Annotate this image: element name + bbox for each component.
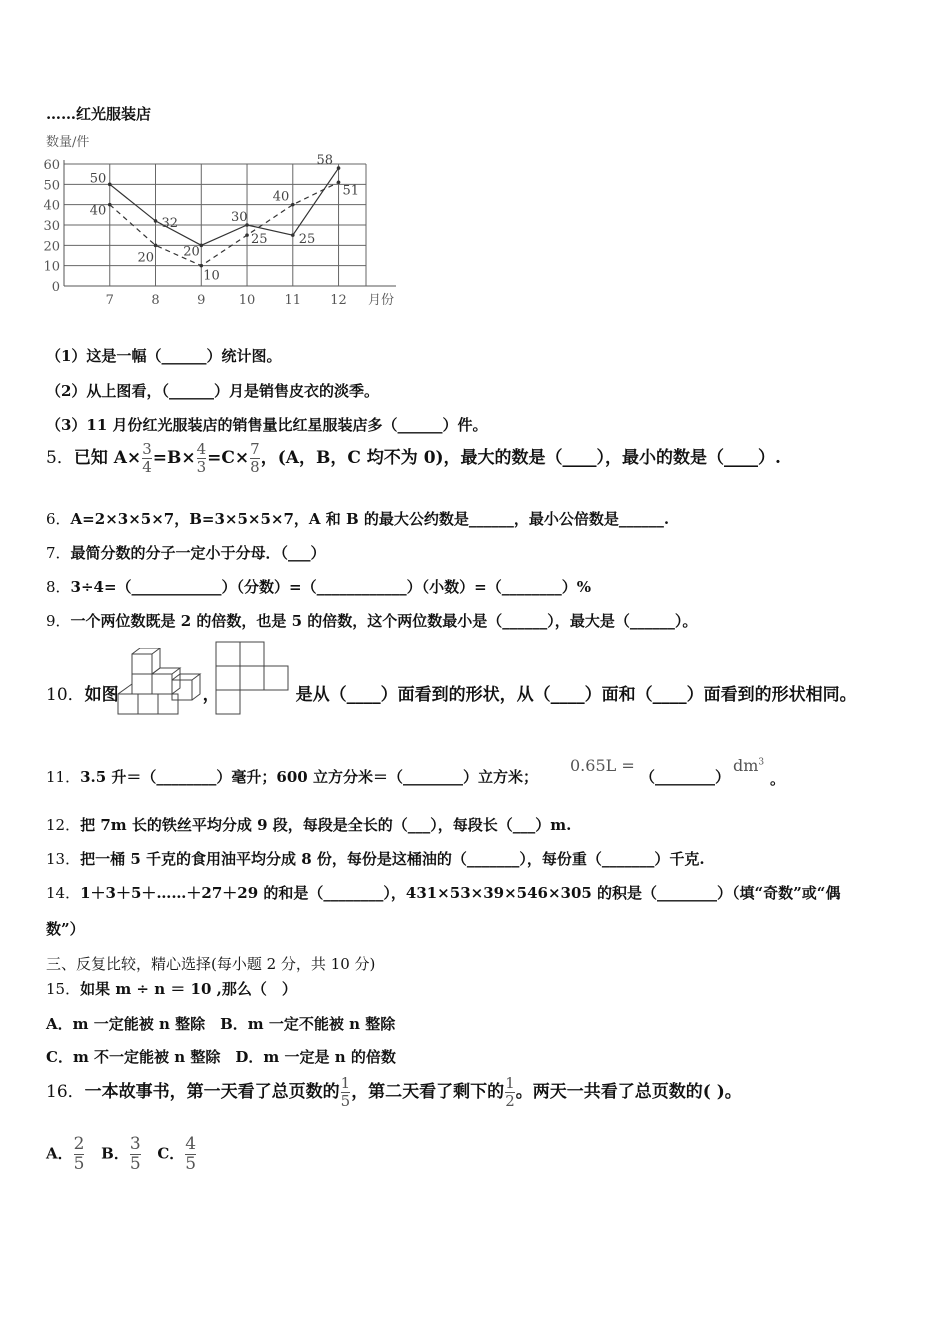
data-label: 58 — [316, 153, 334, 169]
question-10: 10．如图 ， 是从（____）面看到的形状，从（____）面和（____）面看到的形状相同。 — [46, 685, 857, 705]
fraction: $\frac{3}{5}$ — [129, 1134, 141, 1174]
data-point — [154, 244, 158, 248]
q11-blank: （________） — [640, 768, 731, 786]
question-2: （2）从上图看，（______）月是销售皮衣的淡季。 — [46, 382, 379, 400]
y-tick-label: 30 — [43, 219, 60, 234]
data-label: 40 — [89, 203, 107, 219]
cube-stack-figure — [116, 648, 202, 718]
y-tick-label: 40 — [43, 198, 60, 214]
x-tick-label: 12 — [330, 293, 347, 308]
question-8: 8．3÷4=（____________）（分数）=（____________）（小数）=（________）% — [46, 578, 591, 596]
y-tick-label: 20 — [43, 239, 60, 255]
data-label: 20 — [137, 250, 155, 266]
q11-end: 。 — [770, 770, 786, 788]
question-9: 9．一个两位数既是 2 的倍数，也是 5 的倍数，这个两位数最小是（______），最大是（______）。 — [46, 612, 698, 630]
fraction: $\frac{4}{5}$ — [185, 1134, 197, 1174]
data-label: 40 — [272, 189, 290, 205]
data-label: 10 — [203, 268, 220, 284]
fraction: $\frac{4}{3}$ — [196, 440, 207, 476]
x-tick-label: 10 — [238, 293, 256, 308]
data-point — [337, 166, 341, 170]
x-tick-label: 11 — [284, 293, 302, 308]
question-12: 12．把 7m 长的铁丝平均分成 9 段，每段是全长的（___），每段长（___）m. — [46, 816, 572, 834]
data-point — [337, 181, 341, 185]
x-tick-label: 8 — [151, 293, 160, 308]
question-6: 6．A=2×3×5×7，B=3×5×5×7，A 和 B 的最大公约数是______，最小公倍数是______. — [46, 510, 670, 528]
data-point — [108, 183, 112, 187]
data-label: 50 — [89, 171, 107, 187]
question-5: 5．已知 A× $\frac{3}{4}$ =B× $\frac{4}{3}$ =C× $\frac{7}{8}$ ，(A，B，C 均不为 0)，最大的数是（____），最小的数是（____）. — [46, 440, 781, 476]
data-label: 51 — [342, 183, 360, 199]
fraction: $\frac{1}{5}$ — [340, 1074, 351, 1110]
question-3: （3）11 月份红光服装店的销售量比红星服装店多（______）件。 — [46, 416, 488, 434]
fraction: $\frac{1}{2}$ — [505, 1074, 515, 1110]
data-point — [199, 264, 203, 268]
data-point — [154, 219, 158, 223]
data-point — [245, 233, 249, 237]
question-15-options-cd: C．m 不一定能被 n 整除 D．m 一定是 n 的倍数 — [46, 1048, 396, 1066]
question-16: 16．一本故事书，第一天看了总页数的 $\frac{1}{5}$ ，第二天看了剩下的 $\frac{1}{2}$ 。两天一共看了总页数的( )。 — [46, 1074, 742, 1110]
question-7: 7．最简分数的分子一定小于分母．（___） — [46, 544, 326, 562]
chart-heading: ……红光服装店 — [46, 105, 152, 123]
q11-unit: $dm^3$ — [733, 756, 765, 775]
data-point — [291, 233, 295, 237]
fraction: $\frac{2}{5}$ — [73, 1134, 85, 1174]
data-label: 32 — [161, 215, 179, 231]
question-1: （1）这是一幅（______）统计图。 — [46, 347, 282, 365]
y-tick-label: 10 — [43, 259, 60, 275]
y-tick-label: 60 — [43, 158, 60, 173]
data-label: 25 — [251, 232, 268, 248]
y-tick-label: 0 — [51, 280, 60, 295]
data-point — [108, 203, 112, 207]
data-point — [291, 203, 295, 207]
fraction: $\frac{7}{8}$ — [250, 440, 260, 476]
section-3-title: 三、反复比较，精心选择(每小题 2 分，共 10 分) — [46, 955, 376, 973]
y-axis-label: 数量/件 — [46, 135, 90, 150]
question-11: 11．3.5 升＝（________）毫升；600 立方分米＝（________）立方米； — [46, 768, 538, 786]
fraction: $\frac{3}{4}$ — [142, 440, 152, 476]
view-grid-figure — [214, 640, 296, 718]
question-14-cont: 数”） — [46, 920, 85, 938]
x-tick-label: 9 — [197, 293, 206, 308]
question-14: 14．1＋3＋5＋……＋27＋29 的和是（________），431×53×39×546×305 的积是（________）（填“奇数”或“偶 — [46, 884, 841, 902]
question-15: 15．如果 m ÷ n ＝ 10 ,那么（ ） — [46, 980, 297, 998]
question-15-options-ab: A．m 一定能被 n 整除 B．m 一定不能被 n 整除 — [46, 1015, 396, 1033]
x-tick-label: 7 — [105, 293, 114, 308]
x-axis-label: 月份 — [368, 293, 395, 308]
q11-liters: 0.65L = — [570, 756, 635, 775]
data-label: 30 — [231, 210, 248, 225]
y-tick-label: 50 — [43, 178, 60, 194]
question-13: 13．把一桶 5 千克的食用油平均分成 8 份，每份是这桶油的（_______），每份重（_______）千克. — [46, 850, 705, 868]
data-point — [199, 244, 203, 248]
question-16-options: A． $\frac{2}{5}$ B． $\frac{3}{5}$ C． $\frac{4}{5}$ — [46, 1134, 197, 1174]
data-label: 25 — [298, 232, 316, 248]
line-chart — [40, 128, 420, 313]
data-label: 20 — [183, 244, 200, 260]
